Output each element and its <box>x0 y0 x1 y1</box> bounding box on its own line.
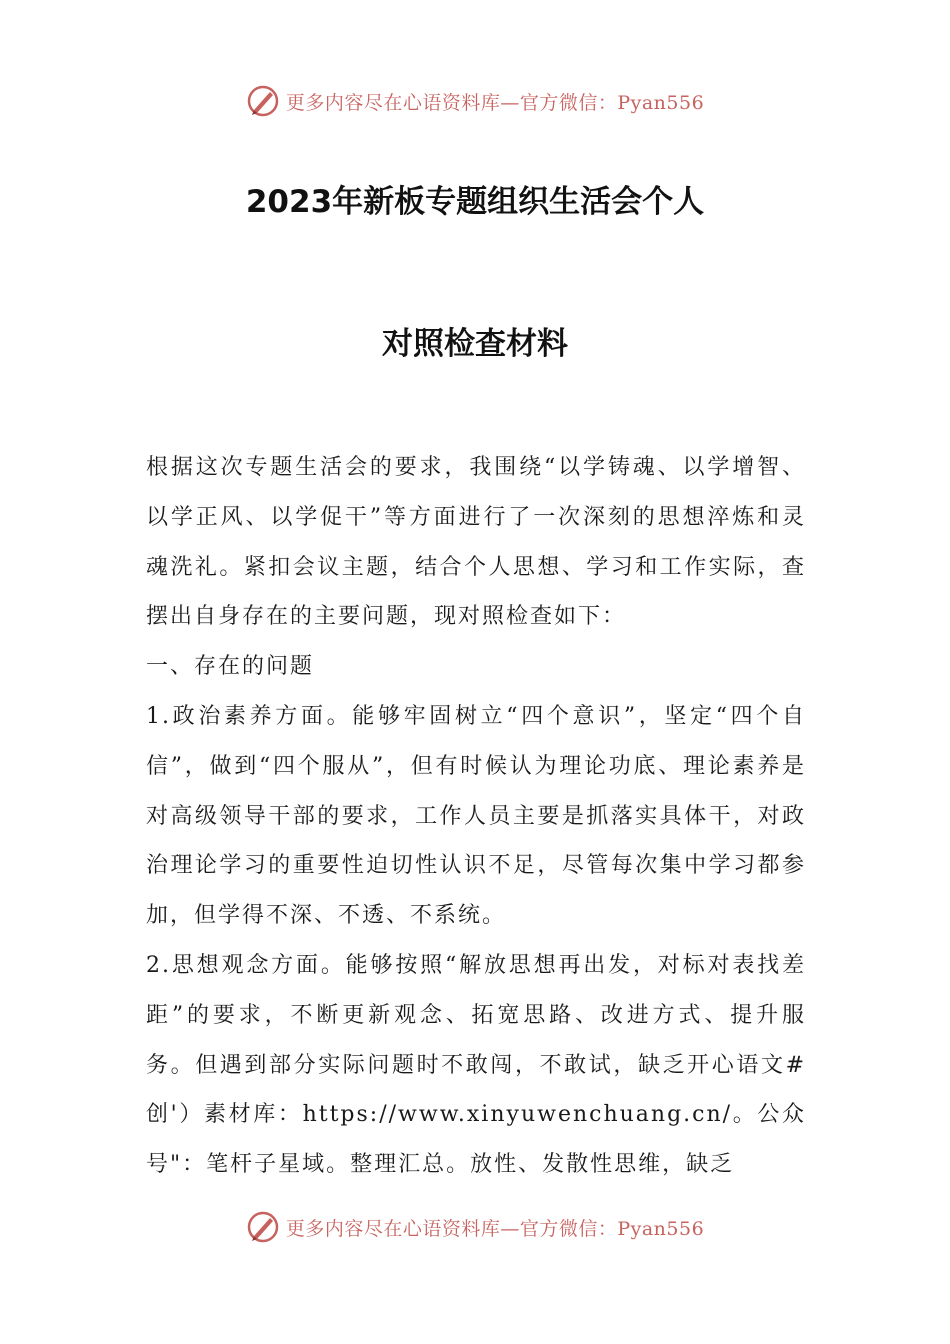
banner-text: 更多内容尽在心语资料库—官方微信：Pyan556 <box>285 1217 705 1240</box>
watermark-banner-bottom <box>0 1210 950 1244</box>
document-title-line-2: 对照检查材料 <box>382 326 568 362</box>
watermark-banner-top <box>0 84 950 118</box>
paragraph-item-1: 1.政治素养方面。能够牢固树立“四个意识”，坚定“四个自信”，做到“四个服从”，但有时候认为理论功底、理论素养是对高级领导干部的要求，工作人员主要是抓落实具体干，对政治理论学习的重要性迫切性认识不足，尽管每次集中学习都参加，但学得不深、不透、不系统。 <box>146 703 806 929</box>
pen-logo-icon <box>246 84 280 118</box>
paragraph-item-2: 2.思想观念方面。能够按照“解放思想再出发，对标对表找差距”的要求，不断更新观念、拓宽思路、改进方式、提升服务。但遇到部分实际问题时不敢闯，不敢试，缺乏开心语文#创'）素材库：https://www.xinyuwenchuang.cn/。公众号"：笔杆子星域。整理汇总。放性、发散性思维，缺乏 <box>146 952 806 1178</box>
section-heading: 一、存在的问题 <box>146 654 315 680</box>
banner-text: 更多内容尽在心语资料库—官方微信：Pyan556 <box>285 91 705 114</box>
pen-logo-icon <box>246 1210 280 1244</box>
document-title-line-1: 2023年新板专题组织生活会个人 <box>245 184 705 220</box>
document-body <box>146 443 806 1190</box>
paragraph-intro: 根据这次专题生活会的要求，我围绕“以学铸魂、以学增智、以学正风、以学促干”等方面进行了一次深刻的思想淬炼和灵魂洗礼。紧扣会议主题，结合个人思想、学习和工作实际，查摆出自身存在的主要问题，现对照检查如下： <box>146 455 806 630</box>
